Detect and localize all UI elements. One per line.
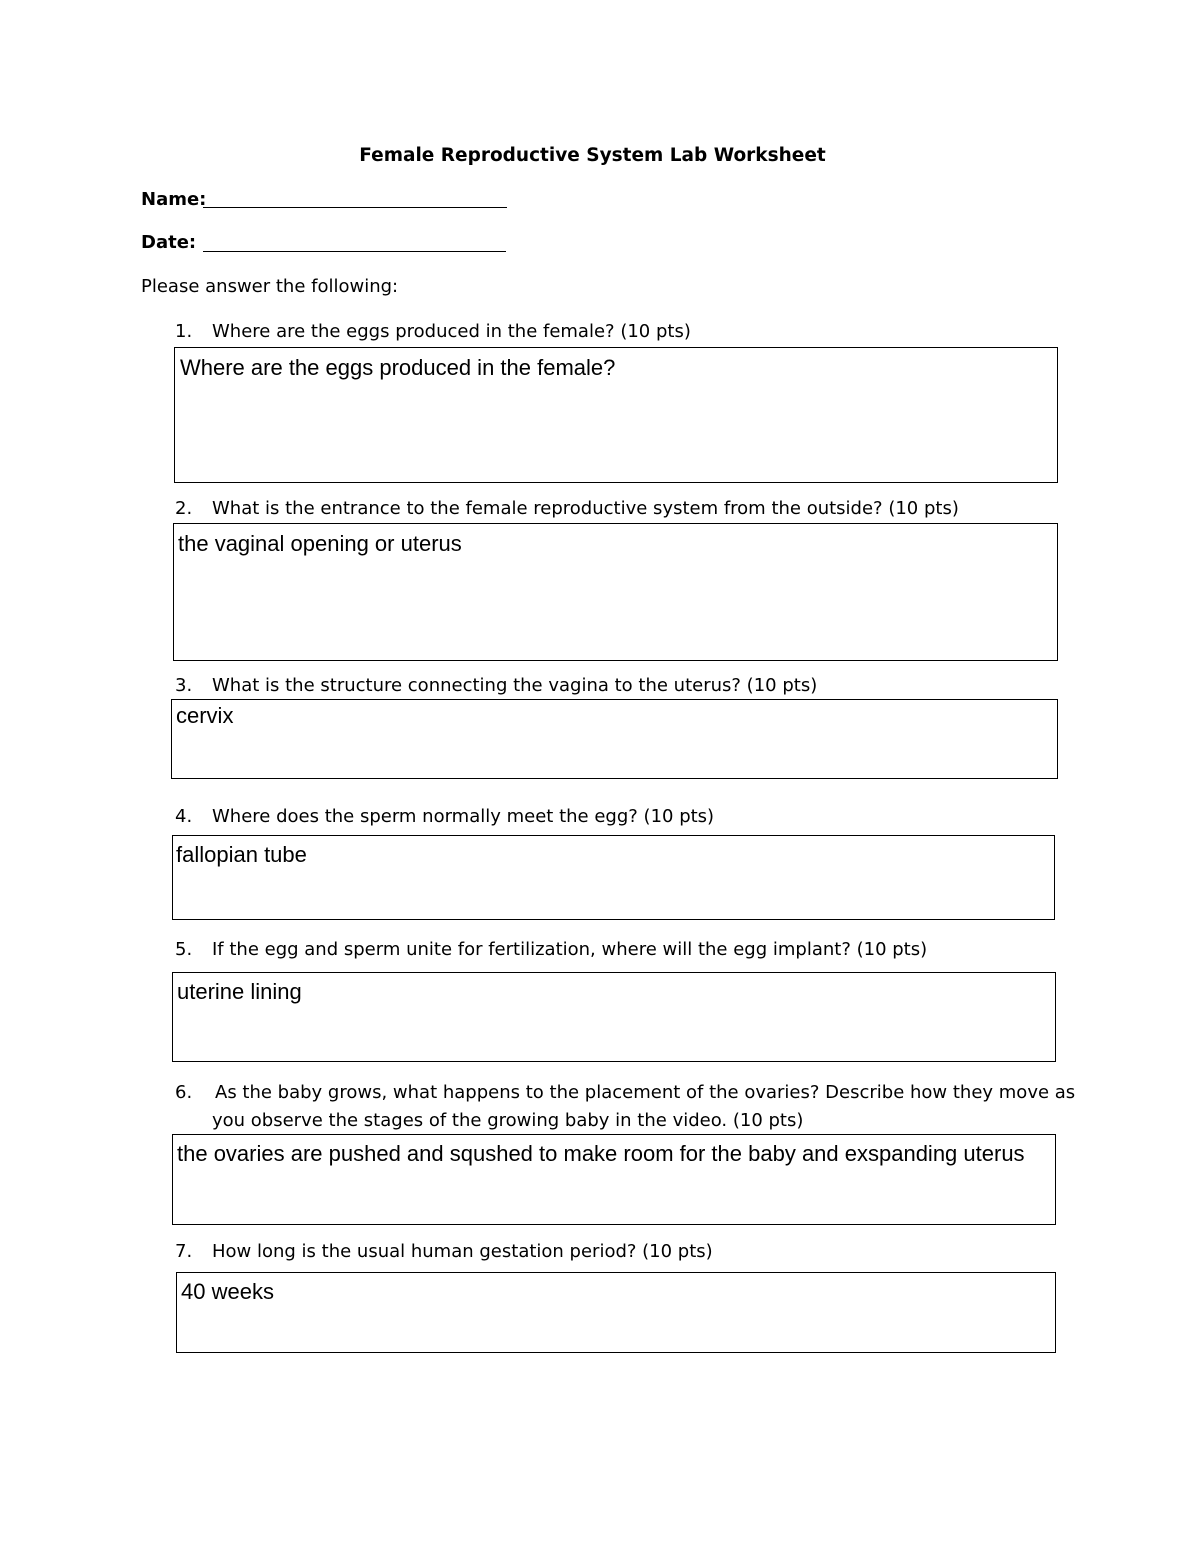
answer-text: cervix [176,703,234,728]
question-number: 5. [175,939,193,960]
question-number: 7. [175,1241,193,1262]
answer-box[interactable] [176,1272,1056,1353]
answer-box[interactable] [172,835,1055,920]
answer-text: the vaginal opening or uterus [178,531,462,556]
question-text: If the egg and sperm unite for fertilization, where will the egg implant? (10 pts) [212,939,928,960]
answer-box[interactable] [172,1134,1056,1225]
question-text-line1: As the baby grows, what happens to the placement of the ovaries? Describe how they move as [215,1082,1076,1103]
answer-text: Where are the eggs produced in the female? [180,355,616,380]
worksheet-title: Female Reproductive System Lab Worksheet [359,145,826,166]
answer-box[interactable] [174,347,1058,483]
name-label: Name: [141,189,207,210]
answer-box[interactable] [173,523,1058,661]
question-number: 1. [175,321,193,342]
answer-box[interactable] [171,699,1058,779]
question-text: How long is the usual human gestation period? (10 pts) [212,1241,713,1262]
answer-box[interactable] [172,972,1056,1062]
question-number: 6. [175,1082,193,1103]
question-text-line2: you observe the stages of the growing baby in the video. (10 pts) [212,1110,804,1131]
answer-text: fallopian tube [176,842,307,867]
question-text: What is the structure connecting the vagina to the uterus? (10 pts) [212,675,818,696]
question-text: Where are the eggs produced in the female? (10 pts) [212,321,691,342]
date-field-line[interactable] [203,251,506,252]
instructions-text: Please answer the following: [141,276,399,297]
date-label: Date: [141,232,197,253]
answer-text: 40 weeks [181,1279,274,1304]
question-number: 4. [175,806,193,827]
answer-text: uterine lining [177,979,302,1004]
question-number: 2. [175,498,193,519]
question-text: Where does the sperm normally meet the egg? (10 pts) [212,806,715,827]
question-text: What is the entrance to the female reproductive system from the outside? (10 pts) [212,498,959,519]
answer-text: the ovaries are pushed and squshed to make room for the baby and exspanding uterus [177,1141,1025,1166]
question-number: 3. [175,675,193,696]
name-field-line[interactable] [203,207,507,208]
